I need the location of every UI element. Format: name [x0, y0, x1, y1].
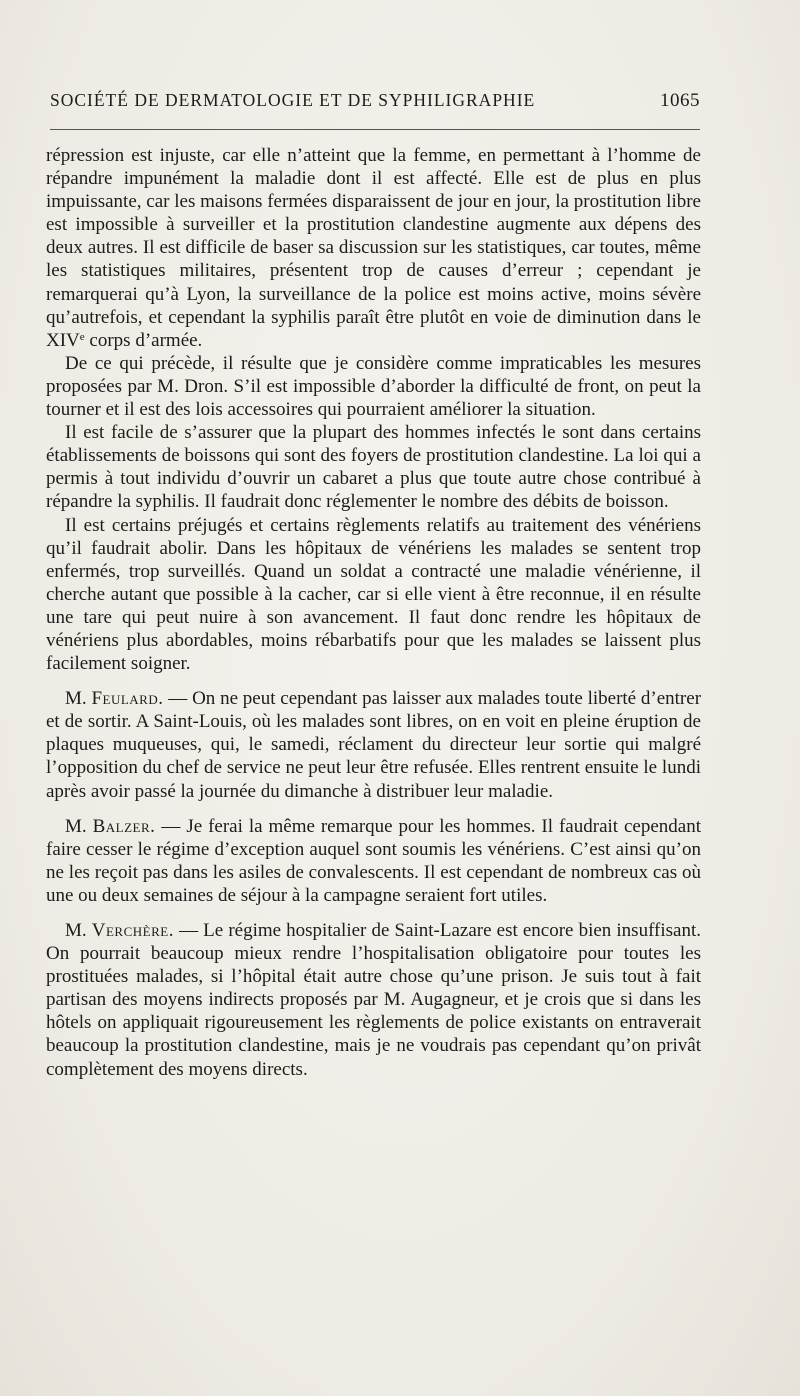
speech-text: — Le régime hospitalier de Saint-Lazare est encore bien insuffisant. On pourrait beaucoup mieux rendre l’hospitalisation obligatoire pour toutes les prostituées malades, si l’hôpital était autre chose qu’une prison. Je suis tout à fait partisan des moyens indirects proposés par M. Augagneur, et je crois que si dans les hôtels on appliquait rigoureusement les règlements de police existants on entraverait beaucoup la prostitution clandestine, mais je ne voudrais pas cependant qu’on privât complètement des moyens directs.: [46, 920, 702, 1080]
speech-feulard: [46, 687, 701, 802]
running-header: [50, 90, 700, 120]
army-corps-superscript: e: [79, 330, 85, 343]
body-text: [46, 144, 701, 1081]
speaker-title: M.: [65, 688, 87, 710]
speech-balzer: [46, 815, 701, 907]
speech-text: — Je ferai la même remarque pour les hommes. Il faudrait cependant faire cesser le régime d’exception auquel sont soumis les vénériens. C’est ainsi qu’on ne les reçoit pas dans les asiles de convalescents. Il est cependant de nombreux cas où une ou deux semaines de séjour à la campagne seraient fort utiles.: [46, 815, 702, 906]
paragraph-1-text: répression est injuste, car elle n’atteint que la femme, en permettant à l’homme de répandre impunément la maladie dont il est affecté. Elle est de plus en plus impuissante, car les maisons fermées disparaissent de jour en jour, la prostitution libre est impossible à surveiller et la prostitution clandestine augmente aux dépens des deux autres. Il est difficile de baser sa discussion sur les statistiques, car toutes, même les statistiques militaires, présentent trop de causes d’erreur ; cependant je remarquerai qu’à Lyon, la surveillance de la police est moins active, moins sévère qu’autrefois, et cependant la syphilis paraît être plutôt en voie de diminution dans le: [46, 145, 701, 328]
army-corps-rest: corps d’armée.: [89, 329, 203, 351]
paragraph-4: Il est certains préjugés et certains règlements relatifs au traitement des vénériens qu’il faudrait abolir. Dans les hôpitaux de vénériens les malades se sentent trop enfermés, trop surveillés. Quand un soldat a contracté une maladie vénérienne, il cherche autant que possible à la cacher, car si elle vient à être reconnue, il en résulte une tare qui peut nuire à son avancement. Il faut donc rendre les hôpitaux de vénériens plus abordables, moins rébarbatifs pour que les malades se laissent plus facilement soigner.: [46, 514, 701, 675]
speech-text: — On ne peut cependant pas laisser aux malades toute liberté d’entrer et de sortir. A Saint-Louis, où les malades sont libres, on en voit en pleine éruption de plaques muqueuses, qui, le samedi, réclament du directeur leur sortie qui malgré l’opposition du chef de service ne peut leur être refusée. Elles rentrent ensuite le lundi après avoir passé la journée du dimanche à distribuer leur maladie.: [46, 688, 702, 802]
speaker-title: M.: [65, 920, 87, 941]
running-title: SOCIÉTÉ DE DERMATOLOGIE ET DE SYPHILIGRAPHIE: [50, 90, 536, 110]
speaker-name: Balzer.: [92, 815, 156, 837]
paragraph-2: De ce qui précède, il résulte que je considère comme impraticables les mesures proposées par M. Dron. S’il est impossible d’aborder la difficulté de front, on peut la tourner et il est des lois accessoires qui pourraient améliorer la situation.: [46, 352, 701, 421]
paragraph-3: Il est facile de s’assurer que la plupart des hommes infectés le sont dans certains établissements de boissons qui sont des foyers de prostitution clandestine. La loi qui a permis à tout individu d’ouvrir un cabaret a plus que toute autre chose contribué à répandre la syphilis. Il faudrait donc réglementer le nombre des débits de boisson.: [46, 422, 701, 513]
army-corps-numeral: XIV: [46, 329, 80, 351]
speaker-title: M.: [65, 815, 87, 837]
speaker-name: Verchère.: [91, 920, 174, 941]
speech-verchere: [46, 919, 701, 1081]
page-number: 1065: [660, 90, 700, 111]
header-rule: [50, 129, 700, 130]
paragraph-1: [46, 144, 701, 352]
speaker-name: Feulard.: [91, 688, 164, 710]
